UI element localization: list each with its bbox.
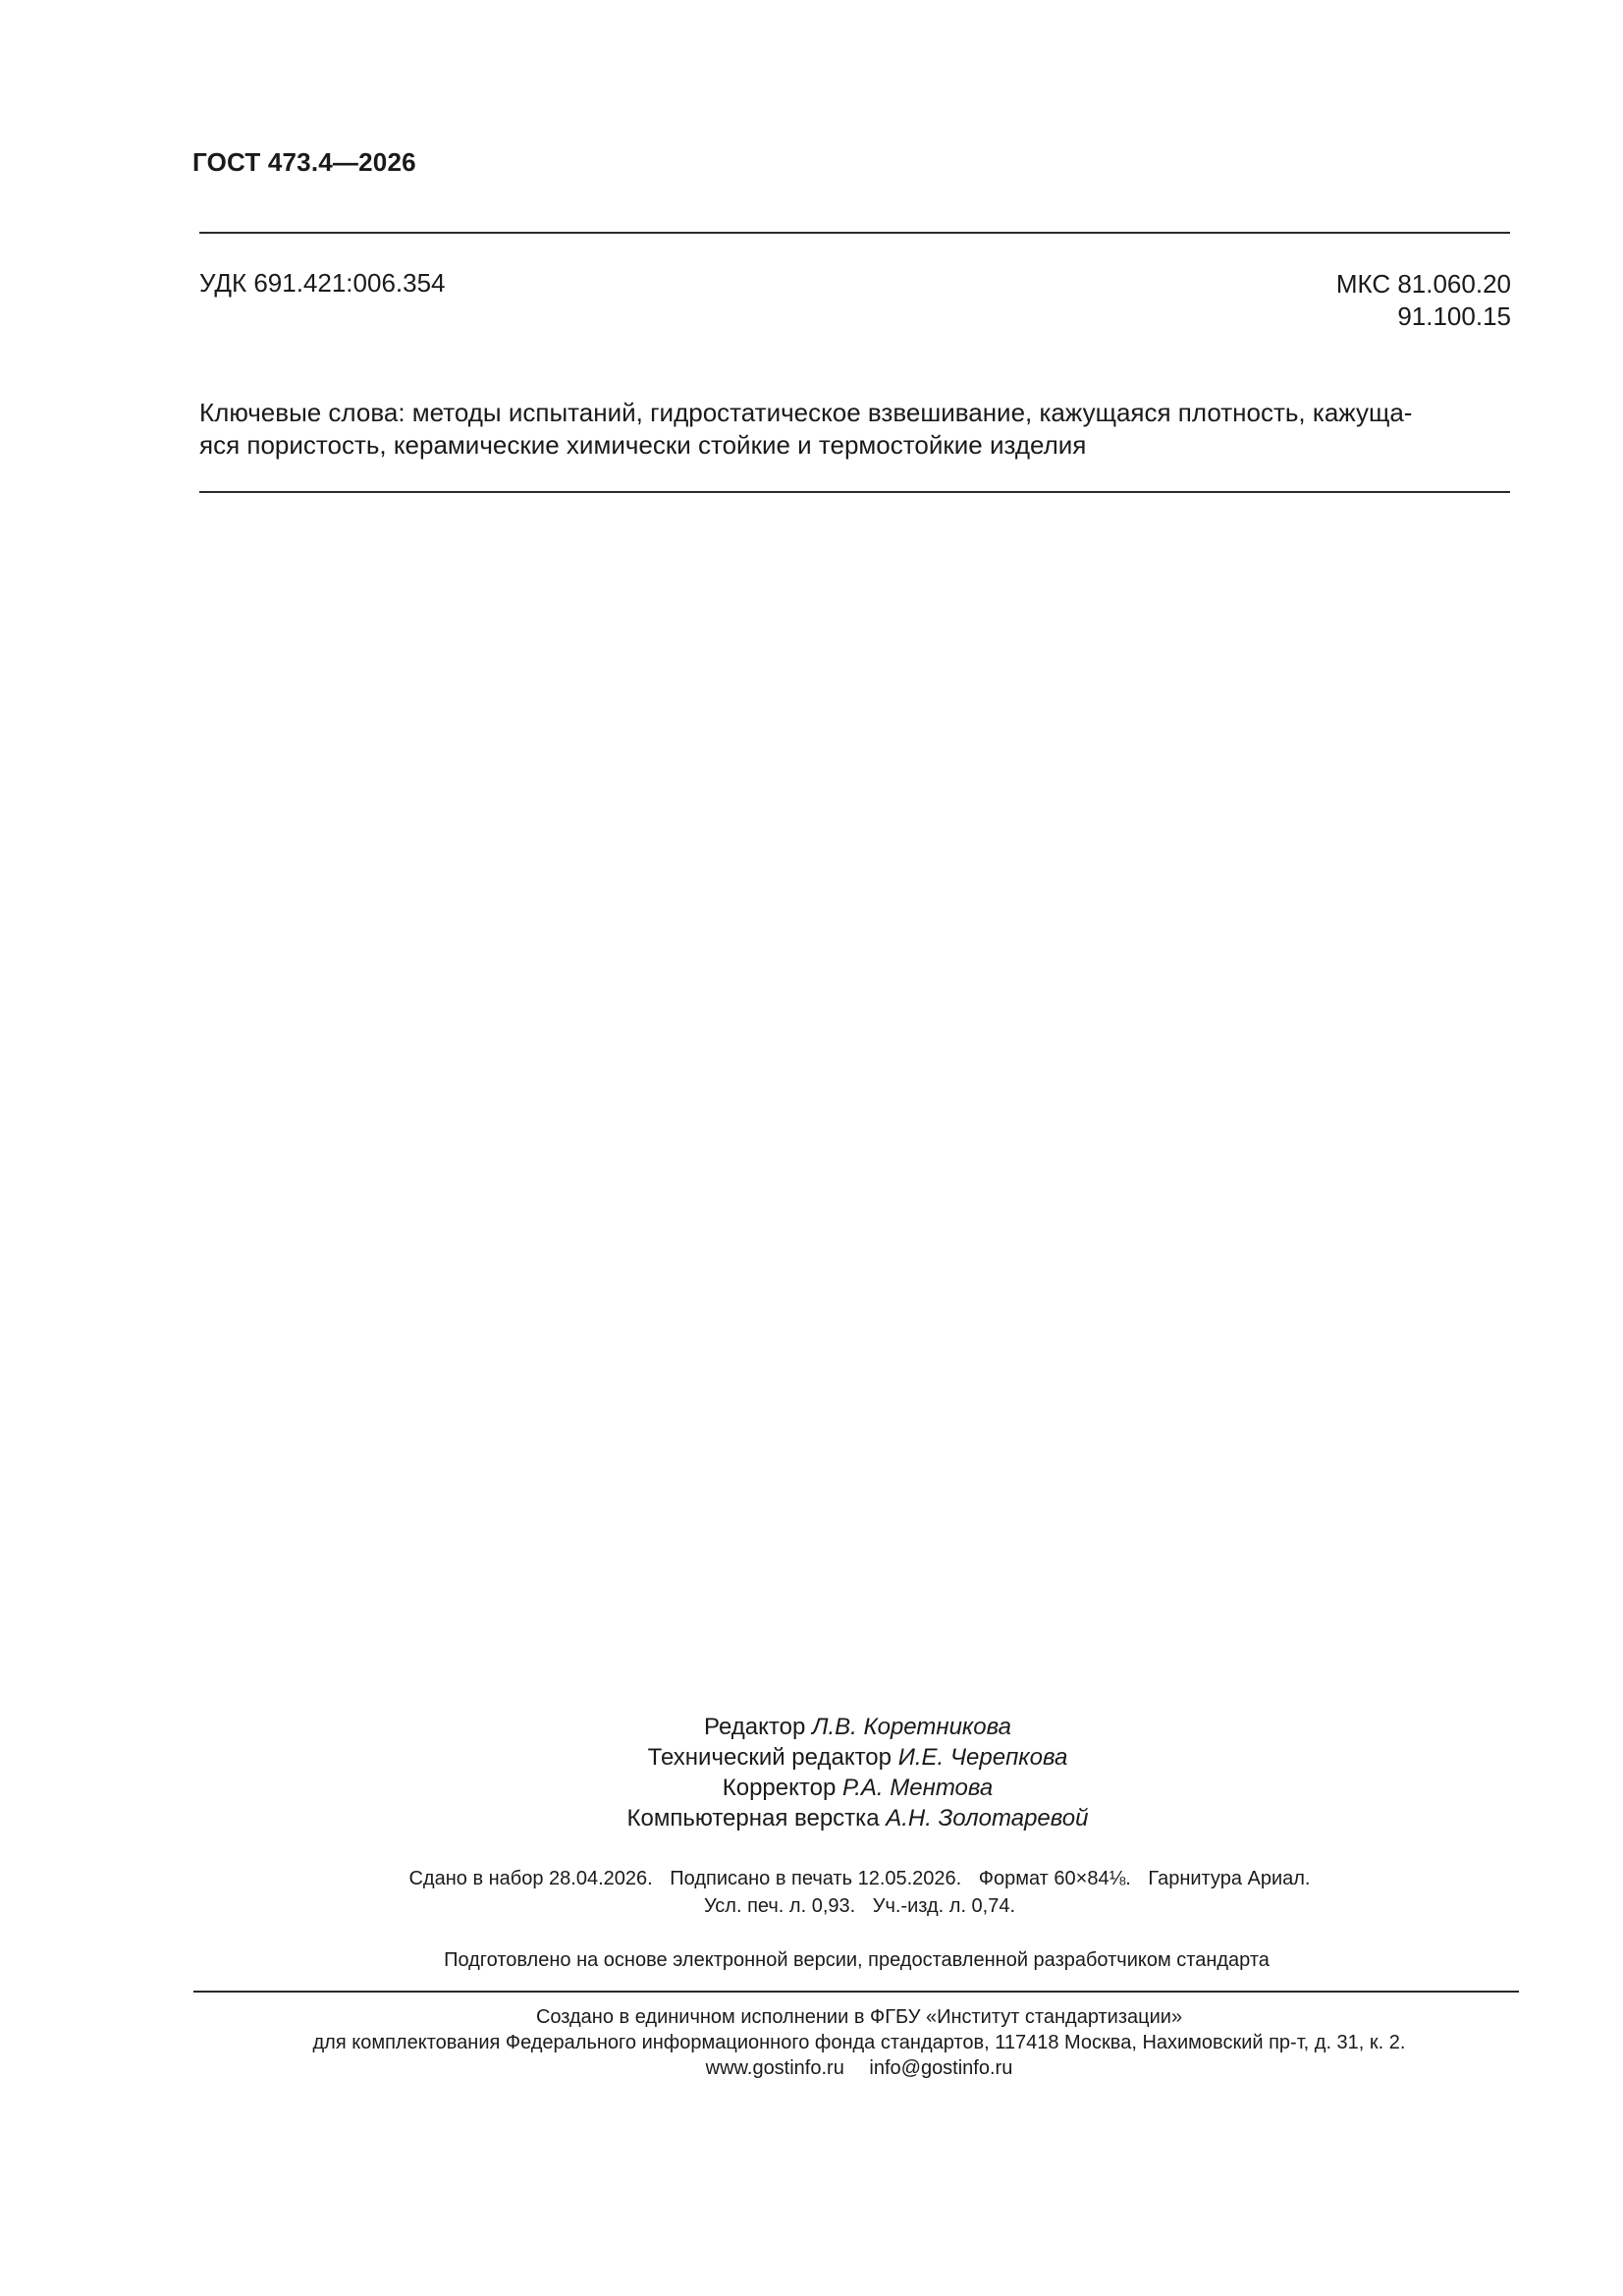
footer-line: для комплектования Федерального информационного фонда стандартов, 117418 Москва, Нахимовский пр-т, д. 31, к. 2. bbox=[312, 2032, 1406, 2053]
credit-name: А.Н. Золотаревой bbox=[886, 1805, 1089, 1831]
keywords-paragraph bbox=[199, 397, 1511, 462]
credits-block bbox=[0, 1712, 1623, 1833]
divider-keywords bbox=[199, 491, 1510, 493]
typeface: Гарнитура Ариал. bbox=[1148, 1868, 1311, 1889]
footer-contacts bbox=[0, 2055, 1623, 2081]
email-link[interactable]: info@gostinfo.ru bbox=[869, 2057, 1013, 2079]
keywords-line: яся пористость, керамические химически стойкие и термостойкие изделия bbox=[199, 430, 1087, 460]
credit-role: Компьютерная верстка bbox=[626, 1805, 880, 1831]
printed-sheets: Усл. печ. л. 0,93. bbox=[703, 1895, 856, 1917]
credit-name: Л.В. Коретникова bbox=[812, 1714, 1011, 1740]
mks-code-primary: МКС 81.060.20 bbox=[1335, 269, 1511, 299]
signed-date: Подписано в печать 12.05.2026. bbox=[670, 1868, 962, 1889]
credit-proofreader bbox=[0, 1773, 1623, 1803]
credit-name: Р.А. Ментова bbox=[841, 1775, 994, 1801]
credit-role: Редактор bbox=[704, 1714, 806, 1740]
credit-editor bbox=[0, 1712, 1623, 1742]
mks-code-secondary: 91.100.15 bbox=[1397, 301, 1511, 331]
publisher-sheets: Уч.-изд. л. 0,74. bbox=[872, 1895, 1016, 1917]
print-info bbox=[0, 1865, 1623, 1920]
print-info-line bbox=[0, 1892, 1623, 1920]
credit-role: Корректор bbox=[722, 1775, 837, 1801]
website-link[interactable]: www.gostinfo.ru bbox=[705, 2057, 844, 2079]
credit-technical-editor bbox=[0, 1742, 1623, 1773]
keywords-line: Ключевые слова: методы испытаний, гидростатическое взвешивание, кажущаяся плотность, кажуща- bbox=[199, 398, 1413, 427]
credit-role: Технический редактор bbox=[647, 1744, 893, 1771]
publisher-footer bbox=[0, 2004, 1623, 2081]
typeset-date: Сдано в набор 28.04.2026. bbox=[408, 1868, 653, 1889]
print-info-line bbox=[0, 1865, 1623, 1892]
udk-code: УДК 691.421:006.354 bbox=[199, 268, 446, 298]
divider-top bbox=[199, 232, 1510, 234]
divider-footer bbox=[193, 1991, 1519, 1993]
credit-layout bbox=[0, 1803, 1623, 1833]
mks-codes bbox=[1336, 268, 1511, 333]
document-code: ГОСТ 473.4—2026 bbox=[192, 147, 416, 177]
paper-format: Формат 60×84⅛. bbox=[978, 1868, 1131, 1889]
prepared-note: Подготовлено на основе электронной версии, предоставленной разработчиком стандарта bbox=[444, 1949, 1270, 1971]
credit-name: И.Е. Черепкова bbox=[897, 1744, 1068, 1771]
footer-line: Создано в единичном исполнении в ФГБУ «Институт стандартизации» bbox=[535, 2006, 1183, 2028]
